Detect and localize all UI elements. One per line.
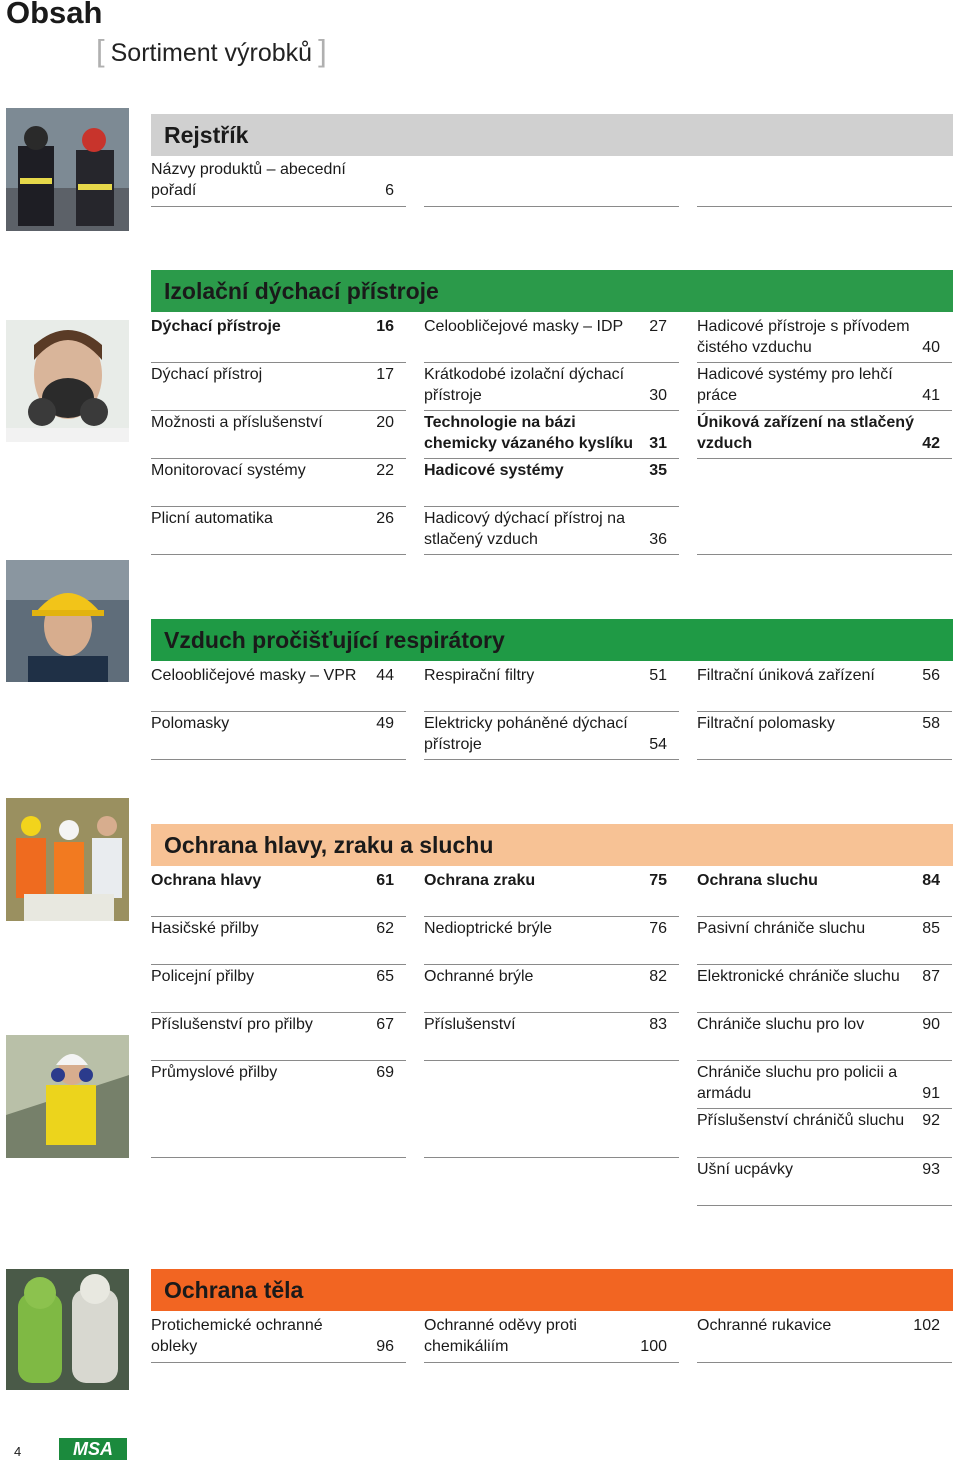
- toc-entry[interactable]: Technologie na bázi chemicky vázaného kyslíku 31: [424, 412, 679, 459]
- section-title-rejstrik: Rejstřík: [164, 122, 249, 148]
- respirator-mask-photo: [6, 320, 129, 442]
- toc-entry[interactable]: Chrániče sluchu pro policii a armádu 91: [697, 1062, 952, 1109]
- toc-entry[interactable]: Ochrana hlavy 61: [151, 870, 406, 917]
- toc-entry[interactable]: Příslušenství pro přilby 67: [151, 1014, 406, 1061]
- toc-entry[interactable]: Ochranné oděvy proti chemikáliím 100: [424, 1315, 679, 1363]
- toc-entry[interactable]: Ochrana sluchu 84: [697, 870, 952, 917]
- toc-entry[interactable]: Polomasky 49: [151, 713, 406, 760]
- toc-entry[interactable]: Hasičské přilby 62: [151, 918, 406, 965]
- subtitle-text: Sortiment výrobků: [110, 39, 313, 67]
- section-band-rejstrik: [151, 114, 953, 156]
- toc-entry-empty: [424, 159, 679, 207]
- toc-entry[interactable]: Dýchací přístroj 17: [151, 364, 406, 411]
- msa-logo: [59, 1438, 127, 1460]
- toc-entry[interactable]: Krátkodobé izolační dýchací přístroje 30: [424, 364, 679, 411]
- toc-entry[interactable]: Respirační filtry 51: [424, 665, 679, 712]
- toc-entry[interactable]: Hadicové přístroje s přívodem čistého vzduchu 40: [697, 316, 952, 363]
- page-subtitle: [96, 34, 327, 70]
- hearing-protection-photo: [6, 1035, 129, 1158]
- toc-entry[interactable]: Příslušenství 83: [424, 1014, 679, 1061]
- toc-entry[interactable]: Hadicové systémy pro lehčí práce 41: [697, 364, 952, 411]
- svg-text:MSA: MSA: [73, 1439, 113, 1459]
- section-band-vzduch: [151, 619, 953, 661]
- subtitle-bracket-close: ]: [318, 33, 327, 68]
- chemical-suit-photo: [6, 1269, 129, 1390]
- section-band-izolacni: [151, 270, 953, 312]
- toc-entry[interactable]: Chrániče sluchu pro lov 90: [697, 1014, 952, 1061]
- toc-entry[interactable]: Příslušenství chráničů sluchu 92: [697, 1110, 952, 1158]
- toc-entry[interactable]: Celoobličejové masky – VPR 44: [151, 665, 406, 712]
- toc-entry[interactable]: Pasivní chrániče sluchu 85: [697, 918, 952, 965]
- toc-entry[interactable]: Celoobličejové masky – IDP 27: [424, 316, 679, 363]
- section-title-ochrana-hlavy: Ochrana hlavy, zraku a sluchu: [164, 832, 494, 858]
- toc-entry[interactable]: Nedioptrické brýle 76: [424, 918, 679, 965]
- section-title-ochrana-tela: Ochrana těla: [164, 1277, 304, 1303]
- section-band-ochrana-tela: [151, 1269, 953, 1311]
- toc-entry[interactable]: Dýchací přístroje 16: [151, 316, 406, 363]
- toc-entry[interactable]: Elektronické chrániče sluchu 87: [697, 966, 952, 1013]
- toc-entry[interactable]: Protichemické ochranné obleky 96: [151, 1315, 406, 1363]
- toc-entry[interactable]: Hadicový dýchací přístroj na stlačený vzduch 36: [424, 508, 679, 555]
- section-title-vzduch: Vzduch pročišťující respirátory: [164, 627, 505, 653]
- toc-entry[interactable]: Hadicové systémy 35: [424, 460, 679, 507]
- page-number: 4: [14, 1444, 22, 1459]
- subtitle-bracket-open: [: [96, 33, 105, 68]
- toc-entry[interactable]: Elektricky poháněné dýchací přístroje 54: [424, 713, 679, 760]
- toc-entry[interactable]: Možnosti a příslušenství 20: [151, 412, 406, 459]
- toc-entry-empty: [697, 159, 952, 207]
- toc-entry[interactable]: Policejní přilby 65: [151, 966, 406, 1013]
- construction-workers-photo: [6, 798, 129, 921]
- section-title-izolacni: Izolační dýchací přístroje: [164, 278, 439, 304]
- toc-entry[interactable]: Ochranné brýle 82: [424, 966, 679, 1013]
- toc-entry[interactable]: Monitorovací systémy 22: [151, 460, 406, 507]
- toc-entry[interactable]: Ušní ucpávky 93: [697, 1159, 952, 1206]
- toc-entry[interactable]: Ochrana zraku 75: [424, 870, 679, 917]
- toc-entry[interactable]: Úniková zařízení na stlačený vzduch 42: [697, 412, 952, 459]
- toc-entry-empty: [697, 460, 952, 555]
- page-title: Obsah: [6, 0, 103, 30]
- toc-entry[interactable]: Průmyslové přilby 69: [151, 1062, 406, 1158]
- toc-entry[interactable]: Plicní automatika 26: [151, 508, 406, 555]
- section-band-ochrana-hlavy: [151, 824, 953, 866]
- hard-hat-worker-photo: [6, 560, 129, 682]
- toc-entry[interactable]: Ochranné rukavice 102: [697, 1315, 952, 1363]
- toc-entry[interactable]: Názvy produktů – abecední pořadí 6: [151, 159, 406, 207]
- firefighters-photo: [6, 108, 129, 231]
- toc-entry-empty: [424, 1062, 679, 1158]
- toc-entry[interactable]: Filtrační polomasky 58: [697, 713, 952, 760]
- toc-entry[interactable]: Filtrační úniková zařízení 56: [697, 665, 952, 712]
